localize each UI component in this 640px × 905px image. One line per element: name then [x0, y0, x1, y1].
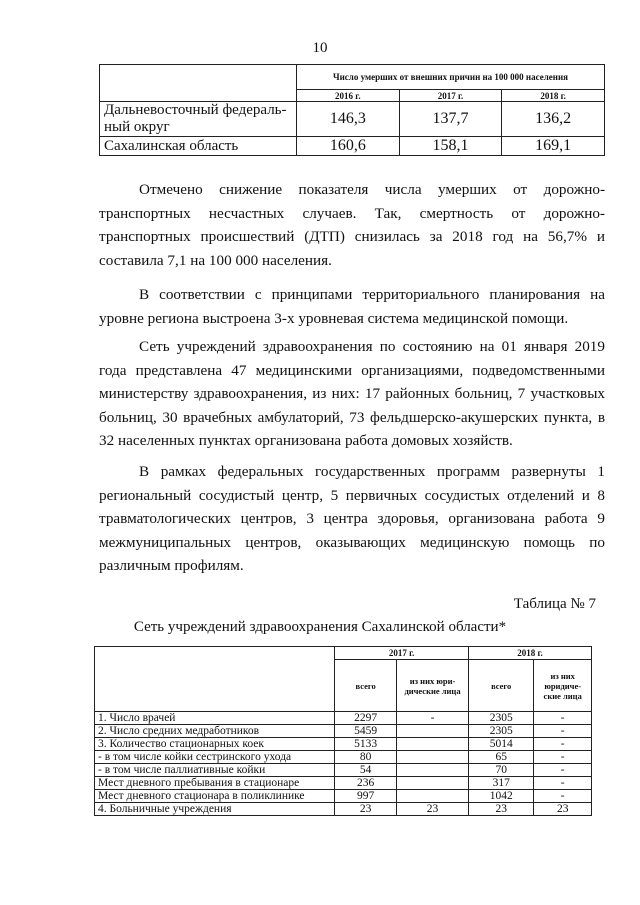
value-cell: 158,1	[399, 137, 502, 156]
value-cell: -	[534, 725, 592, 738]
value-cell: 169,1	[502, 137, 605, 156]
value-cell: -	[534, 712, 592, 725]
value-cell: 5133	[335, 738, 397, 751]
value-cell: 23	[469, 803, 534, 816]
value-cell: 236	[335, 777, 397, 790]
row-label: Мест дневного пребывания в стационаре	[95, 777, 335, 790]
value-cell: 2297	[335, 712, 397, 725]
value-cell: 5014	[469, 738, 534, 751]
paragraph: Отмечено снижение показателя числа умерших от дорожно-транспортных несчастных случаев. Так, смертность от дорожно-транспортных происшествий (ДТП) снизилась за 2018 год на 56,7% и составила 7,1 на 100 000 населения.	[99, 181, 605, 269]
row-label: 3. Количество стационарных коек	[95, 738, 335, 751]
value-cell	[397, 790, 469, 803]
value-cell: 2305	[469, 712, 534, 725]
value-cell: -	[534, 777, 592, 790]
row-label: - в том числе паллиативные койки	[95, 764, 335, 777]
value-cell	[397, 764, 469, 777]
table-row	[95, 751, 592, 764]
region-name: Сахалинская область	[100, 137, 297, 156]
page-number: 10	[312, 40, 328, 56]
table-row	[95, 777, 592, 790]
table-row	[95, 738, 592, 751]
subheader-total: всего	[469, 660, 534, 712]
table-row	[100, 102, 605, 137]
table-row	[95, 790, 592, 803]
empty-header-cell	[100, 65, 297, 102]
row-label: 2. Число средних медработников	[95, 725, 335, 738]
row-label: 1. Число врачей	[95, 712, 335, 725]
year-2017: 2017 г.	[399, 90, 502, 102]
region-name: Дальневосточный федераль-ный округ	[100, 102, 297, 137]
empty-header-cell	[95, 647, 335, 712]
value-cell	[397, 738, 469, 751]
value-cell: -	[534, 790, 592, 803]
value-cell: 5459	[335, 725, 397, 738]
value-cell: 997	[335, 790, 397, 803]
value-cell: 136,2	[502, 102, 605, 137]
table-title: Сеть учреждений здравоохранения Сахалинской области*	[133, 619, 507, 635]
value-cell: -	[534, 738, 592, 751]
value-cell: 317	[469, 777, 534, 790]
row-label: Мест дневного стационара в поликлинике	[95, 790, 335, 803]
value-cell: 23	[335, 803, 397, 816]
value-cell: -	[397, 712, 469, 725]
value-cell: -	[534, 764, 592, 777]
table-number-label: Таблица № 7	[513, 596, 596, 612]
value-cell: 137,7	[399, 102, 502, 137]
healthcare-network-table	[94, 646, 592, 816]
year-2016: 2016 г.	[297, 90, 400, 102]
subheader-legal-entities: из них юридиче-ские лица	[534, 660, 592, 712]
value-cell: -	[534, 751, 592, 764]
value-cell: 65	[469, 751, 534, 764]
value-cell: 146,3	[297, 102, 400, 137]
mortality-table	[99, 64, 605, 156]
table-row	[95, 764, 592, 777]
value-cell: 1042	[469, 790, 534, 803]
year-2017: 2017 г.	[335, 647, 469, 660]
year-2018: 2018 г.	[502, 90, 605, 102]
table-row	[100, 137, 605, 156]
value-cell	[397, 725, 469, 738]
value-cell: 2305	[469, 725, 534, 738]
row-label: 4. Больничные учреждения	[95, 803, 335, 816]
value-cell	[397, 777, 469, 790]
value-cell: 23	[397, 803, 469, 816]
value-cell: 23	[534, 803, 592, 816]
value-cell: 54	[335, 764, 397, 777]
value-cell: 70	[469, 764, 534, 777]
mortality-table-header: Число умерших от внешних причин на 100 000 населения	[297, 65, 605, 90]
value-cell: 80	[335, 751, 397, 764]
paragraph: В соответствии с принципами территориального планирования на уровне региона выстроена 3-х уровневая система медицинской помощи.	[99, 286, 605, 327]
paragraph: В рамках федеральных государственных программ развернуты 1 региональный сосудистый центр, 5 первичных сосудистых отделений и 8 травматологических центров, 3 центра здоровья, организована работа 9 межмуниципальных центров, оказывающих медицинскую помощь по различным профилям.	[99, 463, 605, 574]
table-row	[95, 712, 592, 725]
paragraph: Сеть учреждений здравоохранения по состоянию на 01 января 2019 года представлена 47 медицинскими организациями, подведомственными министерству здравоохранения, из них: 17 районных больниц, 7 участковых больниц, 30 врачебных амбулаторий, 73 фельдшерско-акушерских пункта, в 32 населенных пунктах организована работа домовых хозяйств.	[99, 338, 605, 449]
subheader-legal-entities: из них юри-дические лица	[397, 660, 469, 712]
subheader-total: всего	[335, 660, 397, 712]
table-row	[95, 803, 592, 816]
table-row	[95, 725, 592, 738]
value-cell: 160,6	[297, 137, 400, 156]
row-label: - в том числе койки сестринского ухода	[95, 751, 335, 764]
value-cell	[397, 751, 469, 764]
year-2018: 2018 г.	[469, 647, 592, 660]
